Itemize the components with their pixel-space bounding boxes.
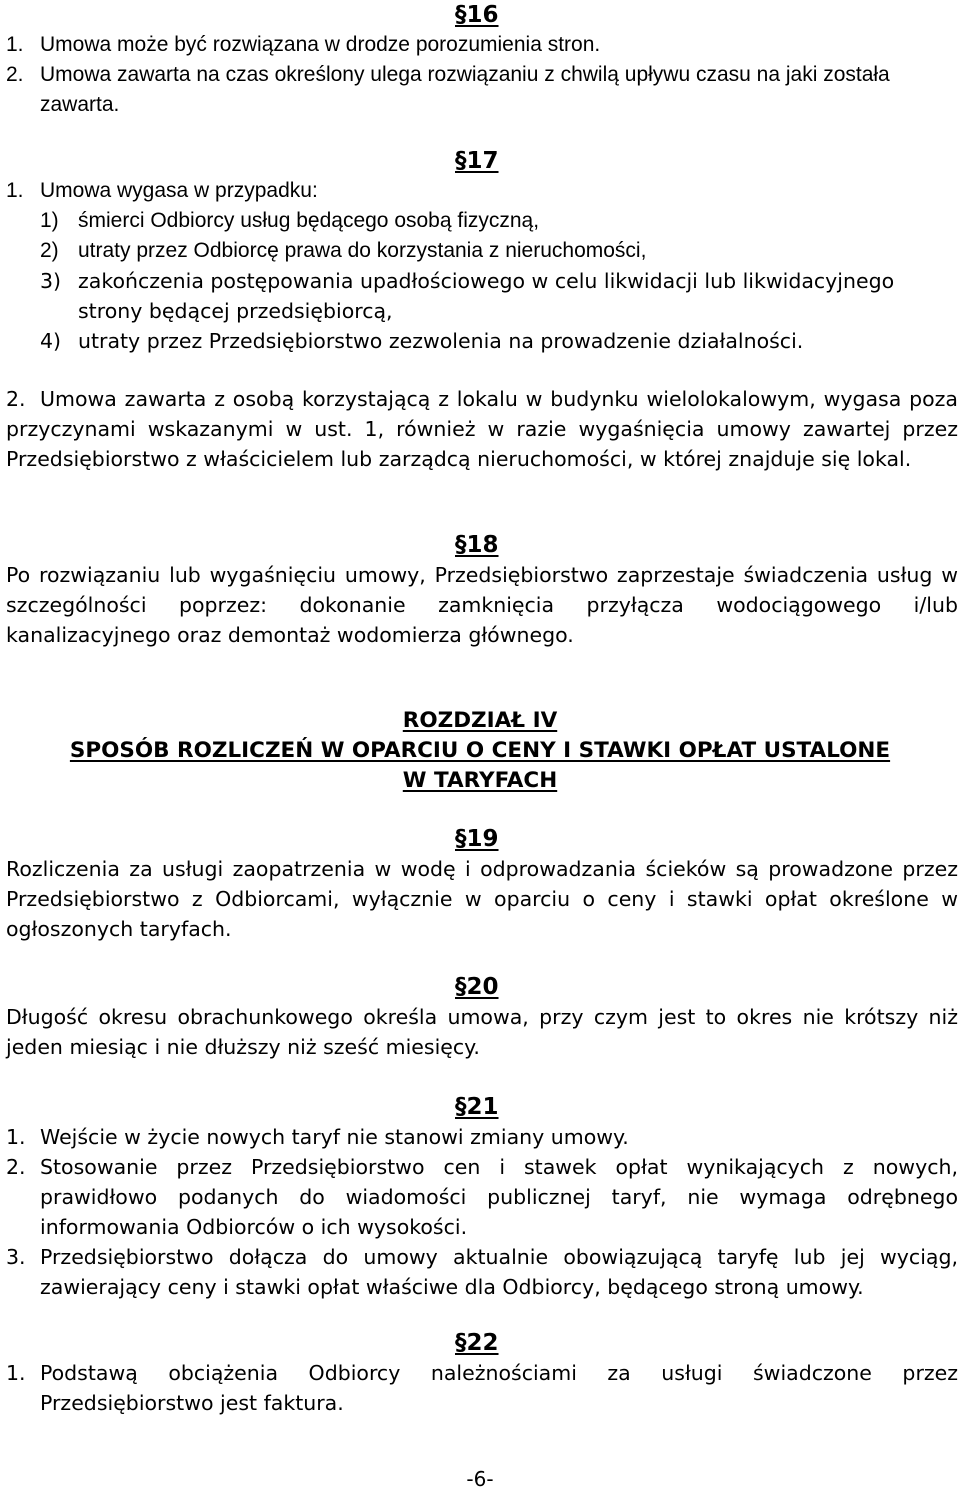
section-22-body: [6, 1358, 958, 1418]
section-20-title: §20: [455, 974, 499, 1000]
sub-list-item: [6, 326, 958, 356]
list-item-number: 1.: [6, 1125, 26, 1149]
list-item: [6, 1242, 958, 1302]
section-17-item-2-text: Umowa zawarta z osobą korzystającą z lokalu w budynku wielolokalowym, wygasa poza przyczynami wskazanymi w ust. 1, również w razie wygaśnięcia umowy zawartej przez Przedsiębiorstwo z właścicielem lub zarządcą nieruchomości, w której znajduje się lokal.: [6, 387, 958, 471]
section-20-paragraph: Długość okresu obrachunkowego określa umowa, przy czym jest to okres nie krótszy niż jeden miesiąc i nie dłuższy niż sześć miesięcy.: [6, 1005, 958, 1059]
list-item-number: 1.: [6, 33, 24, 56]
list-item-text: Podstawą obciążenia Odbiorcy należnościami za usługi świadczone przez Przedsiębiorstwo jest faktura.: [40, 1361, 958, 1415]
list-item-text: Umowa wygasa w przypadku:: [40, 179, 318, 202]
list-item: [6, 30, 958, 60]
list-item-text: Stosowanie przez Przedsiębiorstwo cen i stawek opłat wynikających z nowych, prawidłowo podanych do wiadomości publicznej taryf, nie wymaga odrębnego informowania Odbiorców o ich wysokości.: [40, 1155, 958, 1239]
sub-list-item: [6, 236, 958, 266]
list-item-number: 3.: [6, 1245, 26, 1269]
page-number: -6-: [466, 1467, 494, 1491]
sub-list-item-number: 2): [40, 239, 59, 262]
section-17-body-continued: [6, 266, 958, 356]
list-item-number: 1.: [6, 1361, 26, 1385]
sub-list-item-text: utraty przez Przedsiębiorstwo zezwolenia na prowadzenie działalności.: [78, 329, 804, 353]
sub-list-item: [6, 266, 958, 326]
sub-list-item-number: 3): [40, 269, 62, 293]
list-item-number: 1.: [6, 179, 24, 202]
list-item-text: Umowa zawarta na czas określony ulega rozwiązaniu z chwilą upływu czasu na jaki została zawarta.: [40, 63, 890, 116]
sub-list-item-text: zakończenia postępowania upadłościowego w celu likwidacji lub likwidacyjnego strony będącej przedsiębiorcą,: [78, 269, 895, 323]
section-16-title: §16: [455, 2, 499, 28]
list-item-text: Wejście w życie nowych taryf nie stanowi zmiany umowy.: [40, 1125, 629, 1149]
sub-list-item-number: 1): [40, 209, 59, 232]
list-item-number: 2.: [6, 387, 26, 411]
list-item: [6, 1122, 958, 1152]
list-item-number: 2.: [6, 63, 24, 86]
section-22-title: §22: [455, 1330, 499, 1356]
chapter-title: SPOSÓB ROZLICZEŃ W OPARCIU O CENY I STAWKI OPŁAT USTALONE: [69, 738, 891, 763]
list-item: [6, 60, 958, 120]
section-18-paragraph: Po rozwiązaniu lub wygaśnięciu umowy, Przedsiębiorstwo zaprzestaje świadczenia usług w szczególności poprzez: dokonanie zamknięcia przyłącza wodociągowego i/lub kanalizacyjnego oraz demontaż wodomierza głównego.: [6, 563, 958, 647]
sub-list-item: [6, 206, 958, 236]
list-item: [6, 176, 958, 206]
list-item: [6, 1358, 958, 1418]
list-item-number: 2.: [6, 1155, 26, 1179]
section-16-body: [6, 30, 958, 120]
section-17-body: [6, 176, 958, 266]
section-19-paragraph: Rozliczenia za usługi zaopatrzenia w wodę i odprowadzania ścieków są prowadzone przez Przedsiębiorstwo z Odbiorcami, wyłącznie w oparciu o ceny i stawki opłat określone w ogłoszonych taryfach.: [6, 857, 958, 941]
sub-list-item-text: utraty przez Odbiorcę prawa do korzystania z nieruchomości,: [78, 239, 647, 262]
list-item-text: Przedsiębiorstwo dołącza do umowy aktualnie obowiązującą taryfę lub jej wyciąg, zawierający ceny i stawki opłat właściwe dla Odbiorcy, będącego stroną umowy.: [40, 1245, 958, 1299]
section-18-title: §18: [455, 532, 499, 558]
list-item: [6, 1152, 958, 1242]
section-21-title: §21: [455, 1094, 499, 1120]
section-17-title: §17: [455, 148, 499, 174]
list-item-text: Umowa może być rozwiązana w drodze porozumienia stron.: [40, 33, 601, 56]
sub-list-item-text: śmierci Odbiorcy usług będącego osobą fizyczną,: [78, 209, 540, 232]
section-21-body: [6, 1122, 958, 1302]
section-19-title: §19: [455, 826, 499, 852]
sub-list-item-number: 4): [40, 329, 62, 353]
chapter-title-continued: W TARYFACH: [402, 768, 558, 793]
chapter-number: ROZDZIAŁ IV: [402, 708, 558, 733]
